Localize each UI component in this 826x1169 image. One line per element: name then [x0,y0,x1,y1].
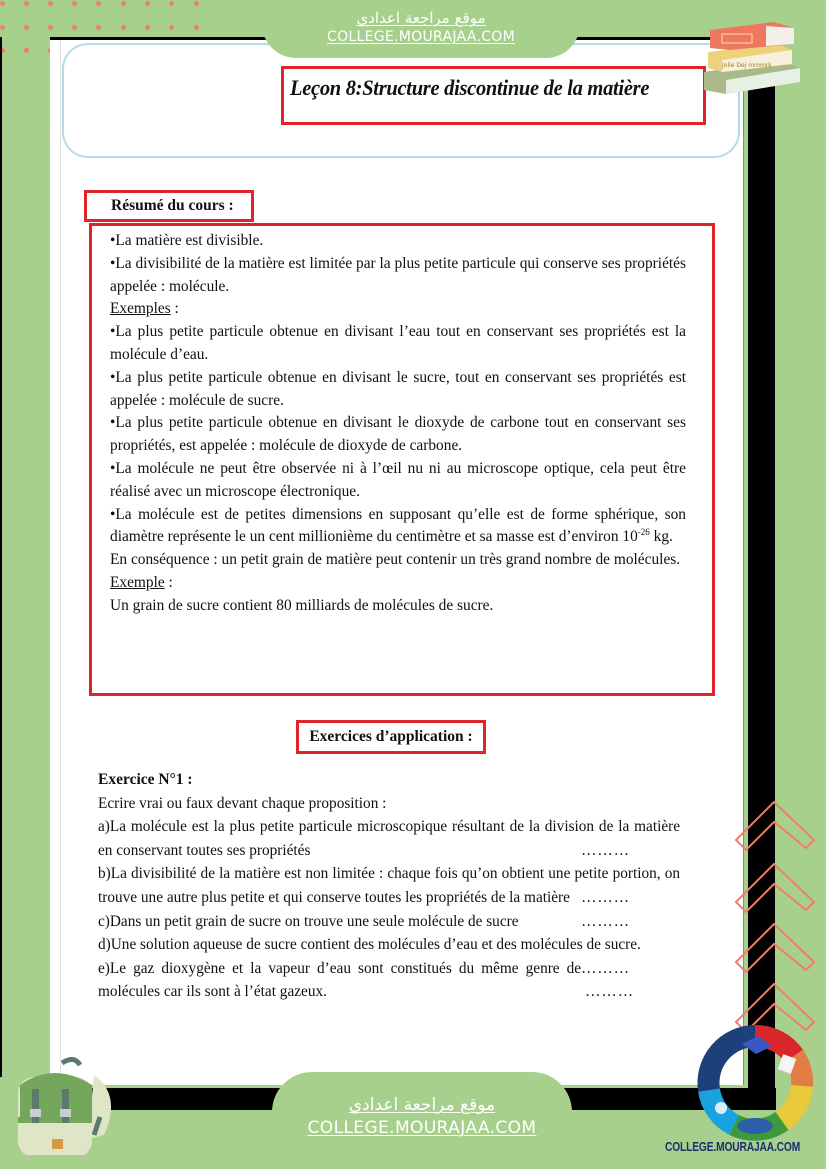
svg-text:Jolie Dej mmmrk: Jolie Dej mmmrk [722,62,772,69]
answer-blank: ……… [581,841,630,859]
education-ring-logo-icon [694,1022,816,1144]
answer-blank: ……… [581,912,630,930]
lesson-title: Leçon 8:Structure discontinue de la matière [290,75,650,100]
item-text: d)Une solution aqueuse de sucre contient des molécules d’eau et des molécules de sucre. [98,936,641,954]
resume-bullet [110,504,686,550]
answer-blank: ……… [581,959,630,977]
chevron-up-decoration-icon [734,790,826,1040]
resume-bullet: •La divisibilité de la matière est limitée par la plus petite particule qui conserve ses propriétés appelée : molécule. [110,254,686,295]
resume-bullet: •La plus petite particule obtenue en divisant le sucre, tout en conservant ses propriétés est appelée : molécule de sucre. [110,368,686,409]
resume-box [89,223,715,696]
resume-bullet: •La plus petite particule obtenue en divisant l’eau tout en conservant ses propriétés est la molécule d’eau. [110,323,686,363]
item-text: a)La molécule est la plus petite particule microscopique résultant de la division de la matière en conservant toutes ses propriétés [98,818,680,859]
answer-blank: ……… [581,888,630,906]
unit: kg. [649,528,673,546]
frame-left [0,37,2,1077]
backpack-icon [14,1055,114,1155]
resume-heading [84,190,254,222]
example-label: Exemple [110,573,165,591]
books-stack-icon [700,10,810,95]
exercise-instruction: Ecrire vrai ou faux devant chaque proposition : [98,794,387,812]
exercise-1 [98,768,680,1004]
resume-bullet: •La molécule ne peut être observée ni à l’œil nu ni au microscope optique, cela peut être réalisé avec un microscope électronique. [110,459,686,500]
exercise-title: Exercice N°1 : [98,771,193,788]
example-colon: : [164,573,173,591]
item-text: e)Le gaz dioxygène et la vapeur d’eau sont constitués du même genre de molécules car ils sont à l’état gazeux. [98,959,582,1001]
item-text: c)Dans un petit grain de sucre on trouve une seule molécule de sucre [98,912,519,930]
banner-arabic-text[interactable]: موقع مراجعة اعدادي [348,1095,496,1115]
exponent: -26 [637,527,650,538]
resume-heading-text: Résumé du cours : [111,197,234,214]
lesson-title-box [281,66,706,125]
exercises-heading-text: Exercices d’application : [309,728,473,745]
bullet7-text: •La molécule est de petites dimensions en supposant qu’elle est de forme sphérique, son diamètre représente le un cent millionième du centimètre et sa masse est d’environ 10 [110,505,686,546]
examples-heading [110,298,686,321]
resume-bullet: •La plus petite particule obtenue en divisant le dioxyde de carbone tout en conservant ses propriétés, est appelée : molécule de dioxyde de carbone. [110,414,686,455]
exercise-item-c [98,910,680,934]
exercise-item-d [98,933,680,977]
exercises-heading [296,720,486,754]
brand-logo-text[interactable]: COLLEGE.MOURAJAA.COM [665,1140,801,1154]
banner-domain-link[interactable]: COLLEGE.MOURAJAA.COM [307,1118,537,1138]
page-margin-line [60,40,61,1085]
site-banner-top[interactable] [262,0,580,58]
answer-blank: ……… [585,983,634,1001]
consequence-text: En conséquence : un petit grain de matière peut contenir un très grand nombre de molécules. [110,551,681,569]
exercise-item-a [98,815,680,862]
examples-label: Exemples [110,300,171,318]
banner-domain-link[interactable]: COLLEGE.MOURAJAA.COM [327,29,515,45]
site-banner-bottom[interactable] [272,1072,572,1169]
banner-arabic-text[interactable]: موقع مراجعة اعدادي [356,9,486,27]
exercise-item-b [98,862,680,909]
example-text: Un grain de sucre contient 80 milliards de molécules de sucre. [110,596,494,614]
examples-colon: : [170,300,179,318]
example-heading [110,572,686,595]
item-text: b)La divisibilité de la matière est non limitée : chaque fois qu’on obtient une petite portion, on trouve une autre plus petite et qui conserve toutes les propriétés de la matière [98,865,680,906]
resume-bullet: •La matière est divisible. [110,232,264,249]
